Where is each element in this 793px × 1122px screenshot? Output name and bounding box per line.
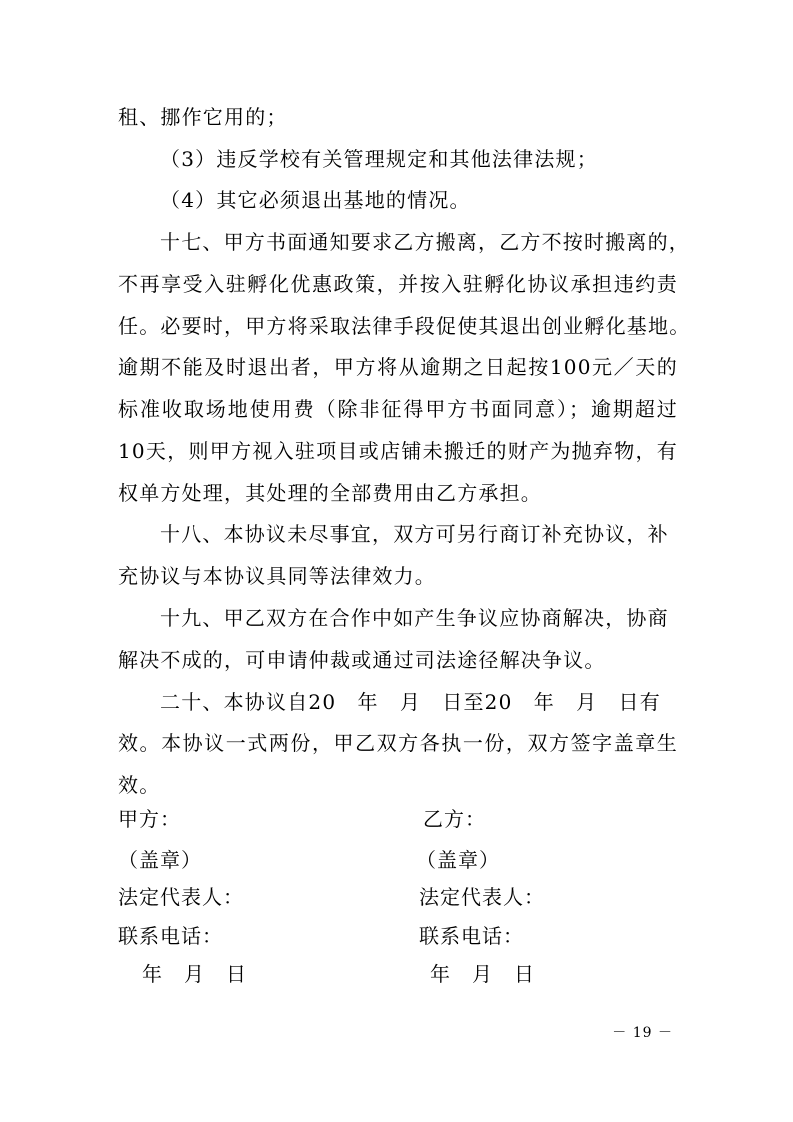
clause-17-line-6: 10天，则甲方视入驻项目或店铺未搬迁的财产为抛弃物，有 — [118, 439, 678, 463]
party-b-seal: （盖章） — [416, 848, 500, 872]
party-b-phone: 联系电话： — [419, 924, 524, 948]
clause-17-line-2: 不再享受入驻孵化优惠政策，并按入驻孵化协议承担违约责 — [118, 272, 678, 296]
party-b-date: 年 月 日 — [430, 962, 535, 986]
body-line-1: 租、挪作它用的； — [118, 105, 288, 129]
clause-17-line-5: 标准收取场地使用费（除非征得甲方书面同意）；逾期超过 — [118, 397, 678, 421]
clause-item-3: （3）违反学校有关管理规定和其他法律法规； — [160, 147, 598, 171]
clause-18-line-2: 充协议与本协议具同等法律效力。 — [118, 564, 436, 588]
clause-18-line-1: 十八、本协议未尽事宜，双方可另行商订补充协议，补 — [160, 522, 669, 546]
clause-20-line-2: 效。本协议一式两份，甲乙双方各执一份，双方签字盖章生 — [118, 731, 678, 755]
clause-17-line-3: 任。必要时，甲方将采取法律手段促使其退出创业孵化基地。 — [118, 314, 691, 338]
party-a-representative: 法定代表人： — [118, 885, 244, 909]
clause-17-line-4: 逾期不能及时退出者，甲方将从逾期之日起按100元／天的 — [118, 355, 678, 379]
party-b-representative: 法定代表人： — [419, 885, 545, 909]
party-a-label: 甲方： — [118, 807, 181, 831]
party-b-label: 乙方： — [423, 807, 486, 831]
page-number: － 19 － — [612, 1025, 673, 1041]
clause-17-line-1: 十七、甲方书面通知要求乙方搬离，乙方不按时搬离的， — [160, 230, 690, 254]
clause-20-line-3: 效。 — [118, 773, 161, 797]
clause-19-line-1: 十九、甲乙双方在合作中如产生争议应协商解决，协商 — [160, 606, 669, 630]
clause-19-line-2: 解决不成的，可申请仲裁或通过司法途径解决争议。 — [118, 648, 606, 672]
party-a-date: 年 月 日 — [142, 962, 247, 986]
clause-item-4: （4）其它必须退出基地的情况。 — [160, 188, 471, 212]
party-a-seal: （盖章） — [118, 848, 202, 872]
party-a-phone: 联系电话： — [118, 924, 223, 948]
clause-17-line-7: 权单方处理，其处理的全部费用由乙方承担。 — [118, 481, 542, 505]
clause-20-line-1: 二十、本协议自20 年 月 日至20 年 月 日有 — [160, 690, 661, 714]
